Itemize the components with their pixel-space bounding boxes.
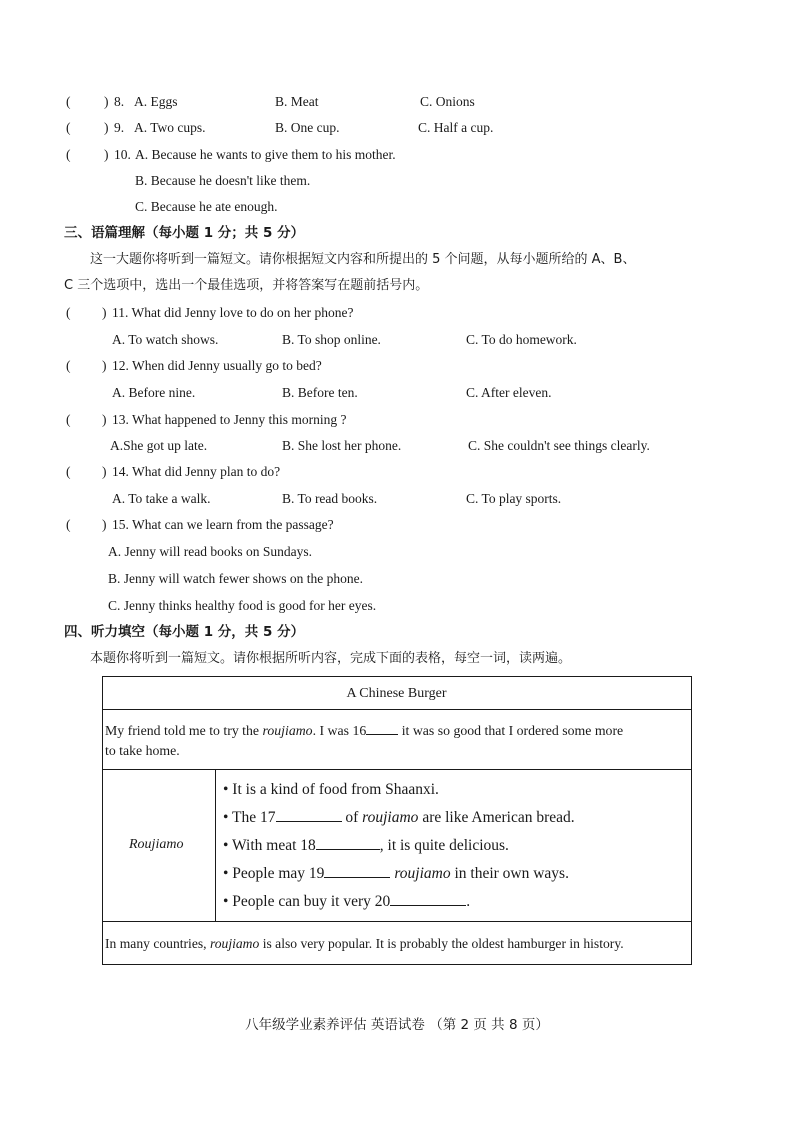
q14-paren-close: )	[102, 464, 107, 479]
q13-stem: 13. What happened to Jenny this morning ?	[112, 412, 347, 427]
table-divider	[103, 921, 691, 922]
q9-number: 9.	[114, 120, 125, 135]
bullet-text: • People may 19	[223, 865, 325, 882]
q11-option-c: C. To do homework.	[466, 332, 577, 347]
table-title: A Chinese Burger	[346, 686, 447, 701]
q11-stem: 11. What did Jenny love to do on her phone?	[112, 305, 354, 320]
blank-16[interactable]	[366, 721, 398, 735]
q10-paren[interactable]: (	[66, 147, 71, 162]
q10-number: 10.	[114, 147, 131, 162]
intro-roujiamo: roujiamo	[262, 723, 313, 738]
bullet-2	[223, 807, 575, 829]
bullet-text: are like American bread.	[418, 809, 575, 826]
q15-paren-close: )	[102, 517, 107, 532]
bullet-1: • It is a kind of food from Shaanxi.	[223, 781, 439, 798]
table-divider	[103, 769, 691, 770]
q12-option-a: A. Before nine.	[112, 385, 196, 400]
table-divider	[103, 709, 691, 710]
section4-heading: 四、听力填空（每小题 1 分，共 5 分）	[64, 624, 305, 640]
q8-number: 8.	[114, 94, 125, 109]
section4-instruction: 本题你将听到一篇短文。请你根据所听内容，完成下面的表格，每空一词，读两遍。	[90, 651, 572, 666]
q14-option-a: A. To take a walk.	[112, 491, 211, 506]
q11-paren[interactable]: (	[66, 305, 71, 320]
bullet-roujiamo: roujiamo	[362, 809, 419, 826]
q15-option-a: A. Jenny will read books on Sundays.	[108, 544, 312, 559]
q15-paren[interactable]: (	[66, 517, 71, 532]
q15-stem: 15. What can we learn from the passage?	[112, 517, 334, 532]
q12-paren-close: )	[102, 358, 107, 373]
table-intro-line1	[105, 721, 623, 741]
q15-option-b: B. Jenny will watch fewer shows on the phone.	[108, 571, 363, 586]
bullet-roujiamo: roujiamo	[394, 865, 451, 882]
bullet-3	[223, 835, 509, 857]
q10-option-c: C. Because he ate enough.	[135, 199, 278, 214]
footer-roujiamo: roujiamo	[209, 936, 260, 951]
q12-paren[interactable]: (	[66, 358, 71, 373]
q11-paren-close: )	[102, 305, 107, 320]
bullet-text: • With meat 18	[223, 837, 316, 854]
blank-17[interactable]	[276, 808, 342, 822]
q11-option-b: B. To shop online.	[282, 332, 381, 347]
q13-option-a: A.She got up late.	[110, 438, 208, 453]
intro-text: it was so good that I ordered some more	[398, 723, 624, 738]
section3-instruction-line1: 这一大题你将听到一篇短文。请你根据短文内容和所提出的 5 个问题，从每小题所给的 A、B、	[90, 252, 636, 267]
q9-paren-close: )	[104, 120, 109, 135]
q14-stem: 14. What did Jenny plan to do?	[112, 464, 281, 479]
q12-option-c: C. After eleven.	[466, 385, 552, 400]
q12-option-b: B. Before ten.	[282, 385, 358, 400]
q13-paren-close: )	[102, 412, 107, 427]
intro-text: My friend told me to try the	[105, 723, 263, 738]
q10-paren-close: )	[104, 147, 109, 162]
bullet-4	[223, 863, 569, 885]
q9-paren[interactable]: (	[66, 120, 71, 135]
page-footer: 八年级学业素养评估 英语试卷 （第 2 页 共 8 页）	[245, 1017, 549, 1033]
bullet-5	[223, 891, 470, 913]
footer-text: In many countries,	[105, 936, 210, 951]
q10-option-b: B. Because he doesn't like them.	[135, 173, 311, 188]
q11-option-a: A. To watch shows.	[112, 332, 219, 347]
q9-option-c: C. Half a cup.	[418, 120, 494, 135]
table-intro-line2: to take home.	[105, 743, 180, 758]
q10-option-a: A. Because he wants to give them to his mother.	[135, 147, 396, 162]
blank-19[interactable]	[324, 864, 390, 878]
blank-18[interactable]	[316, 836, 380, 850]
q13-paren[interactable]: (	[66, 412, 71, 427]
listening-table	[102, 676, 692, 965]
section3-heading: 三、语篇理解（每小题 1 分；共 5 分）	[64, 225, 305, 241]
q8-option-b: B. Meat	[275, 94, 319, 109]
q9-option-a: A. Two cups.	[134, 120, 206, 135]
table-row-label: Roujiamo	[129, 837, 184, 852]
q8-paren-close: )	[104, 94, 109, 109]
intro-text: . I was 16	[312, 723, 367, 738]
section3-instruction-line2: C 三个选项中，选出一个最佳选项，并将答案写在题前括号内。	[64, 278, 429, 293]
q13-option-b: B. She lost her phone.	[282, 438, 402, 453]
q15-option-c: C. Jenny thinks healthy food is good for her eyes.	[108, 598, 377, 613]
bullet-text: .	[466, 893, 471, 910]
q14-paren[interactable]: (	[66, 464, 71, 479]
q12-stem: 12. When did Jenny usually go to bed?	[112, 358, 322, 373]
bullet-text: , it is quite delicious.	[379, 837, 509, 854]
q8-option-c: C. Onions	[420, 94, 475, 109]
bullet-text: of	[341, 809, 363, 826]
bullet-text: • The 17	[223, 809, 276, 826]
q8-paren[interactable]: (	[66, 94, 71, 109]
bullet-text: • People can buy it very 20	[223, 893, 391, 910]
q14-option-b: B. To read books.	[282, 491, 378, 506]
q8-option-a: A. Eggs	[134, 94, 178, 109]
q9-option-b: B. One cup.	[275, 120, 340, 135]
q14-option-c: C. To play sports.	[466, 491, 562, 506]
q13-option-c: C. She couldn't see things clearly.	[468, 438, 650, 453]
bullet-text: in their own ways.	[450, 865, 569, 882]
blank-20[interactable]	[390, 892, 466, 906]
footer-text: is also very popular. It is probably the oldest hamburger in history.	[259, 936, 624, 951]
table-column-divider	[215, 769, 216, 921]
table-footer	[105, 934, 624, 954]
